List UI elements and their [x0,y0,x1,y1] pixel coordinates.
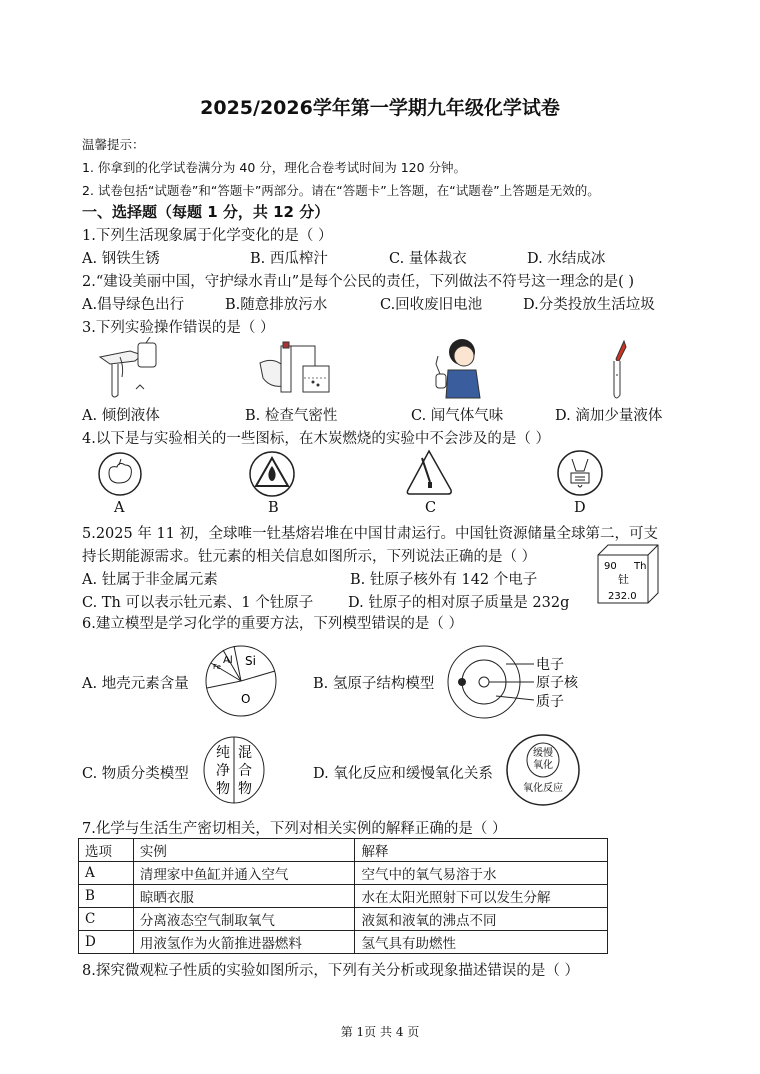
table-header-cell: 实例 [133,839,355,862]
pie-label-fe: Fe [213,663,221,671]
q5-option-b: B. 钍原子核外有 142 个电子 [350,572,538,588]
table-row [79,908,608,931]
atom-label-electron: 电子 [536,657,564,673]
element-card [594,543,662,607]
smelling-gas-figure [428,334,494,400]
table-row [79,885,608,908]
q1-option-a: A. 钢铁生锈 [82,251,160,267]
atom-label-proton: 质子 [536,694,564,710]
table-cell: 氢气具有助燃性 [355,931,608,954]
q1-stem: 1.下列生活现象属于化学变化的是（ ） [82,228,333,244]
section-heading: 一、选择题（每题 1 分，共 12 分） [82,203,330,221]
notice-item-1: 1. 你拿到的化学试卷满分为 40 分，理化合卷考试时间为 120 分钟。 [82,160,467,175]
heat-burn-icon [556,449,604,497]
table-cell: 水在太阳光照射下可以发生分解 [355,885,608,908]
classify-char-3: 物 [216,781,230,797]
classify-char-6: 物 [238,781,252,797]
table-cell: C [79,908,134,931]
q6-option-b: B. 氢原子结构模型 [313,676,435,692]
q8-stem: 8.探究微观粒子性质的实验如图所示，下列有关分析或现象描述错误的是（ ） [82,963,579,979]
element-number: 90 [604,561,617,572]
q7-stem: 7.化学与生活生产密切相关，下列对相关实例的解释正确的是（ ） [82,821,507,837]
q6-option-d: D. 氧化反应和缓慢氧化关系 [313,766,493,782]
q6-option-a: A. 地壳元素含量 [82,676,189,692]
table-cell: 液氮和液氧的沸点不同 [355,908,608,931]
page-title: 2025/2026学年第一学期九年级化学试卷 [200,97,560,119]
pie-label-o: O [241,692,251,706]
airtightness-figure [255,338,355,396]
element-name: 钍 [618,573,629,586]
substance-classification-model [202,735,266,805]
q3-option-d: D. 滴加少量液体 [555,408,663,424]
classify-char-4: 混 [238,745,252,761]
q3-stem: 3.下列实验操作错误的是（ ） [82,320,275,336]
table-cell: B [79,885,134,908]
q6-option-c: C. 物质分类模型 [82,766,189,782]
oxidation-relation-model [505,733,581,807]
table-cell: A [79,862,134,885]
q5-option-d: D. 钍原子的相对原子质量是 232g [348,595,570,611]
atom-label-nucleus: 原子核 [536,675,578,691]
table-cell: 用液氢作为火箭推进器燃料 [133,931,355,954]
table-cell: 分离液态空气制取氧气 [133,908,355,931]
classify-char-2: 净 [216,763,230,779]
open-flame-icon [248,450,296,498]
sharp-object-icon [404,448,454,498]
q5-option-a: A. 钍属于非金属元素 [82,572,218,588]
table-header-cell: 选项 [79,839,134,862]
q4-label-b: B [268,500,279,516]
q1-option-c: C. 量体裁衣 [389,251,467,267]
table-cell: D [79,931,134,954]
table-header-cell: 解释 [355,839,608,862]
table-header-row [79,839,608,862]
dropper-figure [600,339,640,401]
pie-label-si: Si [245,654,256,668]
element-symbol: Th [634,561,647,572]
q7-table [78,838,608,954]
q2-option-d: D.分类投放生活垃圾 [523,297,655,313]
notice-item-2: 2. 试卷包括“试题卷”和“答题卡”两部分。请在“答题卡”上答题，在“试题卷”上答题是无效的。 [82,183,600,198]
q1-option-b: B. 西瓜榨汁 [250,251,328,267]
table-row [79,931,608,954]
q3-option-b: B. 检查气密性 [245,408,338,424]
notice-heading: 温馨提示： [82,137,145,152]
q2-option-c: C.回收废旧电池 [380,297,483,313]
q3-option-a: A. 倾倒液体 [82,408,160,424]
pie-label-al: Al [223,655,233,666]
oxid-outer: 氧化反应 [523,783,563,794]
classify-char-1: 纯 [216,745,230,761]
q2-option-b: B.随意排放污水 [225,297,328,313]
q5-line-1: 5.2025 年 11 初，全球唯一钍基熔岩堆在中国甘肃运行。中国钍资源储量全球第二，可支 [82,526,659,542]
q4-label-c: C [425,500,437,516]
q4-label-a: A [114,500,125,516]
q2-option-a: A.倡导绿色出行 [82,297,185,313]
element-mass: 232.0 [608,591,637,602]
q4-label-d: D [574,500,586,516]
q5-option-c: C. Th 可以表示钍元素、1 个钍原子 [82,595,314,611]
q2-stem: 2.“建设美丽中国，守护绿水青山”是每个公民的责任，下列做法不符号这一理念的是( ) [82,274,635,290]
table-cell: 空气中的氧气易溶于水 [355,862,608,885]
table-cell: 清理家中鱼缸并通入空气 [133,862,355,885]
crust-elements-pie [203,643,279,719]
table-row [79,862,608,885]
hand-wash-icon [97,451,143,497]
table-cell: 晾晒衣服 [133,885,355,908]
q6-stem: 6.建立模型是学习化学的重要方法，下列模型错误的是（ ） [82,616,463,632]
q1-option-d: D. 水结成冰 [527,251,606,267]
page-footer: 第 1页 共 4 页 [340,1025,420,1039]
q3-option-c: C. 闻气体气味 [411,408,504,424]
pouring-liquid-figure [90,337,180,399]
classify-char-5: 合 [238,763,252,779]
q5-line-2: 持长期能源需求。钍元素的相关信息如图所示，下列说法正确的是（ ） [82,549,537,565]
hydrogen-atom-model [446,644,582,720]
q4-stem: 4.以下是与实验相关的一些图标，在木炭燃烧的实验中不会涉及的是（ ） [82,431,550,447]
oxid-inner-2: 氧化 [533,760,553,771]
oxid-inner-1: 缓慢 [533,748,553,759]
